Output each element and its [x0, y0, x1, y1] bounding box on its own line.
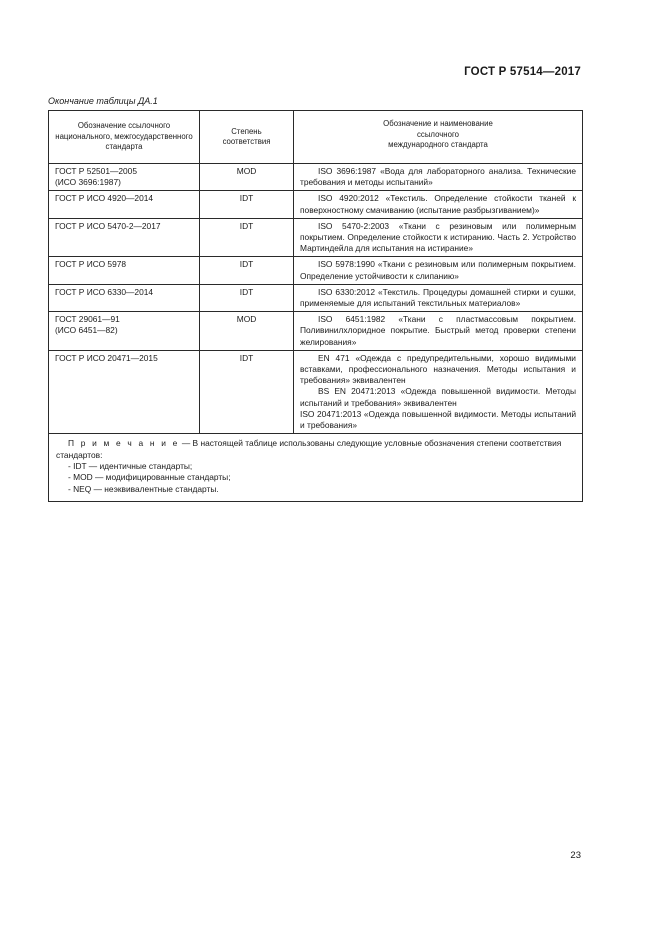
- note-paragraph: [56, 438, 575, 461]
- name-paragraph: ISO 6451:1982 «Ткани с пластмассовым покрытием. Поливинилхлоридное покрытие. Быстрый метод проверки степени желирования»: [300, 314, 576, 347]
- cell-national-standard: [49, 218, 200, 257]
- table-row: [49, 191, 583, 218]
- name-paragraph: ISO 6330:2012 «Текстиль. Процедуры домашней стирки и сушки, применяемые для испытаний текстильных материалов»: [300, 286, 576, 309]
- std-line: ГОСТ Р ИСО 5470-2—2017: [55, 220, 161, 231]
- cell-national-standard: [49, 257, 200, 284]
- cell-national-standard: [49, 350, 200, 433]
- table-row: [49, 164, 583, 191]
- note-list-item: - NEQ — неэквивалентные стандарты.: [68, 483, 219, 494]
- name-paragraph: ISO 20471:2013 «Одежда повышенной видимости. Методы испытаний и требования»: [300, 408, 576, 431]
- cell-degree: IDT: [200, 284, 294, 311]
- cell-national-standard: [49, 164, 200, 191]
- table-row: [49, 257, 583, 284]
- header-degree: [200, 111, 294, 164]
- cell-international-standard: [294, 218, 583, 257]
- std-line: ГОСТ Р 52501—2005: [55, 166, 137, 176]
- cell-international-standard: [294, 191, 583, 218]
- note-label: П р и м е ч а н и е: [68, 438, 180, 449]
- page-number: 23: [570, 850, 581, 861]
- cell-international-standard: [294, 164, 583, 191]
- cell-national-standard: [49, 312, 200, 351]
- name-paragraph: ISO 5470-2:2003 «Ткани с резиновым или полимерным покрытием. Определение стойкости к истиранию. Часть 2. Устройство Мартиндейла для испытания на истирание»: [300, 220, 576, 254]
- note-text: — В настоящей таблице использованы следующие условные обозначения степени соответствия стандартов:: [56, 438, 562, 460]
- table-header-row: [49, 111, 583, 164]
- note-list-item: - IDT — идентичные стандарты;: [68, 461, 193, 472]
- std-line: ГОСТ Р ИСО 20471—2015: [55, 352, 158, 363]
- std-line: ГОСТ 29061—91: [55, 314, 120, 325]
- header-national-standard: [49, 111, 200, 164]
- table-note: [49, 434, 583, 502]
- cell-international-standard: [294, 284, 583, 311]
- cell-degree: IDT: [200, 191, 294, 218]
- cell-national-standard: [49, 284, 200, 311]
- cell-degree: IDT: [200, 350, 294, 433]
- std-line: (ИСО 3696:1987): [55, 177, 121, 188]
- std-line: (ИСО 6451—82): [55, 325, 118, 336]
- note-row: [49, 434, 583, 502]
- header-line: стандарта: [105, 142, 143, 152]
- header-line: соответствия: [222, 137, 271, 146]
- header-line: Обозначение ссылочного: [77, 121, 171, 131]
- reference-standards-table: [48, 110, 583, 502]
- cell-degree: MOD: [200, 312, 294, 351]
- cell-international-standard: [294, 257, 583, 284]
- note-list-item: - MOD — модифицированные стандарты;: [68, 472, 231, 483]
- cell-national-standard: [49, 191, 200, 218]
- header-line: Степень: [231, 126, 262, 136]
- cell-degree: MOD: [200, 164, 294, 191]
- header-line: Обозначение и наименование: [383, 119, 493, 128]
- table-row: [49, 350, 583, 433]
- cell-degree: IDT: [200, 257, 294, 284]
- std-line: ГОСТ Р ИСО 5978: [55, 259, 127, 270]
- name-paragraph: BS EN 20471:2013 «Одежда повышенной видимости. Методы испытаний и требования» эквивалентен: [300, 386, 576, 408]
- header-line: ссылочного: [417, 129, 459, 139]
- header-line: международного стандарта: [388, 140, 488, 149]
- name-paragraph: ISO 5978:1990 «Ткани с резиновым или полимерным покрытием. Определение устойчивости к слипанию»: [300, 259, 576, 281]
- name-paragraph: EN 471 «Одежда с предупредительными, хорошо видимыми вставками, профессионального назначения. Методы испытания и требования» эквивалентен: [300, 352, 576, 386]
- name-paragraph: ISO 4920:2012 «Текстиль. Определение стойкости тканей к поверхностному смачиванию (испытание разбрызгиванием)»: [300, 193, 576, 215]
- table-row: [49, 284, 583, 311]
- table-caption: Окончание таблицы ДА.1: [48, 96, 158, 106]
- header-line: национального, межгосударственного: [55, 131, 193, 141]
- table-row: [49, 218, 583, 257]
- std-line: ГОСТ Р ИСО 6330—2014: [55, 286, 154, 297]
- header-international-standard: [294, 111, 583, 164]
- cell-international-standard: [294, 312, 583, 351]
- cell-international-standard: [294, 350, 583, 433]
- name-paragraph: ISO 3696:1987 «Вода для лабораторного анализа. Технические требования и методы испытаний»: [300, 166, 576, 188]
- cell-degree: IDT: [200, 218, 294, 257]
- document-code: ГОСТ Р 57514—2017: [464, 66, 581, 78]
- std-line: ГОСТ Р ИСО 4920—2014: [55, 193, 154, 204]
- table-row: [49, 312, 583, 351]
